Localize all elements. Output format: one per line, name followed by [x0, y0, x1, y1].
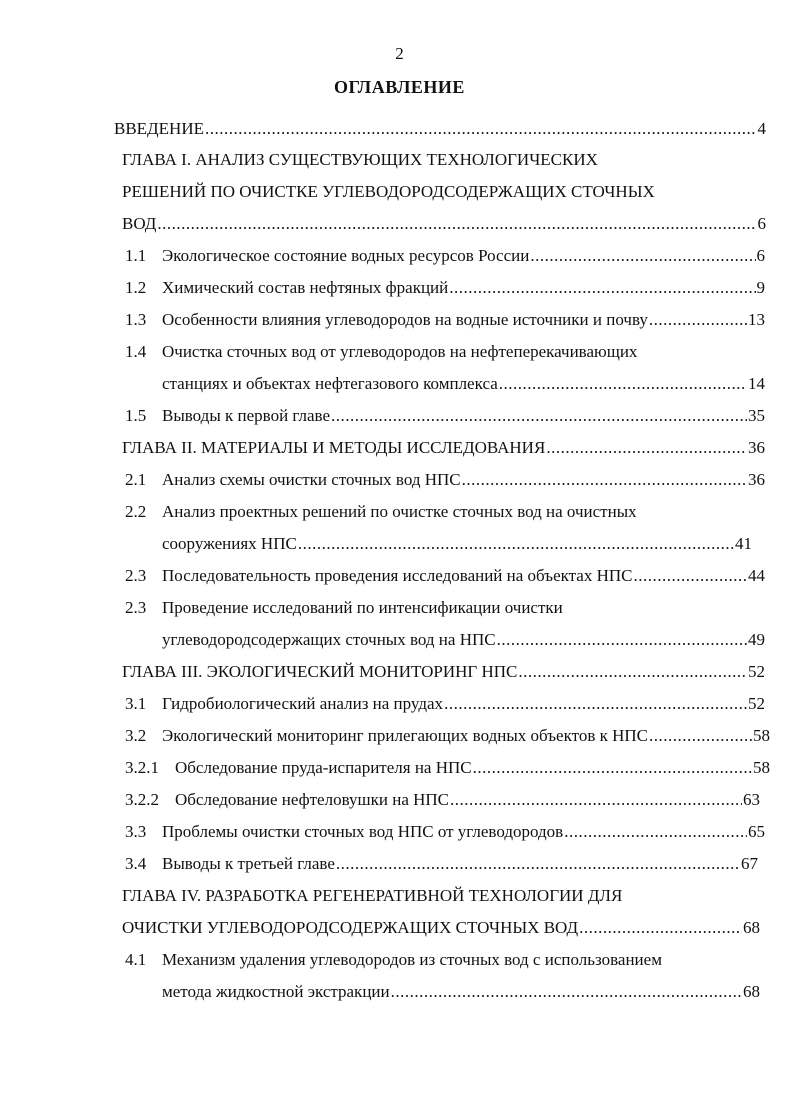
toc-entry-text: Обследование пруда-испарителя на НПС	[175, 758, 472, 777]
toc-section-2-2-cont[interactable]	[162, 533, 752, 555]
toc-page-number: 35	[748, 406, 765, 425]
toc-page-number: 6	[757, 214, 766, 233]
toc-page-number: 52	[748, 694, 765, 713]
toc-page-number: 41	[735, 534, 752, 553]
toc-section-4-1[interactable]	[125, 949, 770, 971]
toc-section-number: 3.2	[125, 726, 147, 745]
toc-entry-text: ОЧИСТКИ УГЛЕВОДОРОДСОДЕРЖАЩИХ СТОЧНЫХ ВОД	[122, 918, 579, 937]
toc-entry-text: Последовательность проведения исследований на объектах НПС	[162, 566, 633, 585]
dot-leader	[633, 565, 747, 587]
page-number: 2	[395, 44, 404, 63]
toc-page-number: 58	[753, 758, 770, 777]
toc-section-number: 1.2	[125, 278, 147, 297]
toc-entry-text: сооружениях НПС	[162, 534, 297, 553]
dot-leader	[157, 213, 756, 235]
toc-entry-text: ГЛАВА IV. РАЗРАБОТКА РЕГЕНЕРАТИВНОЙ ТЕХНОЛОГИИ ДЛЯ	[122, 886, 623, 905]
toc-section-1-2[interactable]	[125, 277, 765, 299]
toc-entry-text: Анализ схемы очистки сточных вод НПС	[162, 470, 461, 489]
dot-leader	[450, 789, 742, 811]
toc-chapter-4-heading-end[interactable]	[122, 917, 760, 939]
dot-leader	[579, 917, 742, 939]
document-title: ОГЛАВЛЕНИЕ	[334, 77, 465, 97]
dot-leader	[530, 245, 755, 267]
toc-page-number: 52	[748, 662, 765, 681]
toc-chapter-3-heading[interactable]	[122, 661, 765, 683]
dot-leader	[546, 437, 747, 459]
toc-page-number: 68	[743, 918, 760, 937]
toc-page-number: 9	[756, 278, 765, 297]
toc-section-4-1-cont[interactable]	[162, 981, 760, 1003]
dot-leader	[649, 309, 747, 331]
toc-section-2-2[interactable]	[125, 501, 765, 523]
toc-page-number: 36	[748, 438, 765, 457]
toc-section-1-3[interactable]	[125, 309, 765, 331]
toc-section-3-2-1[interactable]	[125, 757, 770, 779]
toc-section-2-3b-cont[interactable]	[162, 629, 765, 651]
toc-section-1-4-cont[interactable]	[162, 373, 765, 395]
toc-section-number: 2.3	[125, 598, 147, 617]
toc-section-number: 2.1	[125, 470, 147, 489]
toc-chapter-1-heading-cont[interactable]	[122, 181, 742, 203]
toc-chapter-2-heading[interactable]	[122, 437, 765, 459]
toc-chapter-4-heading[interactable]	[122, 885, 742, 907]
toc-section-number: 3.3	[125, 822, 147, 841]
toc-section-number: 3.1	[125, 694, 147, 713]
toc-section-3-2-2[interactable]	[125, 789, 760, 811]
dot-leader	[205, 118, 757, 140]
dot-leader	[444, 693, 747, 715]
dot-leader	[331, 405, 747, 427]
toc-entry-text: метода жидкостной экстракции	[162, 982, 390, 1001]
dot-leader	[449, 277, 755, 299]
toc-section-number: 2.3	[125, 566, 147, 585]
toc-page-number: 63	[743, 790, 760, 809]
toc-section-2-3[interactable]	[125, 565, 765, 587]
toc-section-2-1[interactable]	[125, 469, 765, 491]
dot-leader	[336, 853, 740, 875]
toc-page-number: 6	[756, 246, 765, 265]
toc-section-3-2[interactable]	[125, 725, 770, 747]
toc-entry-text: Проведение исследований по интенсификации очистки	[162, 598, 563, 617]
toc-page-number: 58	[753, 726, 770, 745]
toc-entry-text: Обследование нефтеловушки на НПС	[175, 790, 450, 809]
toc-section-3-1[interactable]	[125, 693, 765, 715]
toc-section-3-3[interactable]	[125, 821, 765, 843]
toc-section-1-1[interactable]	[125, 245, 765, 267]
toc-page-number: 36	[748, 470, 765, 489]
toc-entry-text: Выводы к третьей главе	[162, 854, 335, 873]
dot-leader	[391, 981, 742, 1003]
toc-section-number: 1.4	[125, 342, 147, 361]
toc-page-number: 13	[748, 310, 765, 329]
dot-leader	[462, 469, 747, 491]
dot-leader	[564, 821, 747, 843]
toc-section-number: 3.4	[125, 854, 147, 873]
toc-page-number: 65	[748, 822, 765, 841]
toc-page-number: 14	[748, 374, 765, 393]
toc-entry-text: Особенности влияния углеводородов на водные источники и почву	[162, 310, 648, 329]
toc-entry-text: Выводы к первой главе	[162, 406, 331, 425]
toc-entry-text: Гидробиологический анализ на прудах	[162, 694, 444, 713]
toc-section-number: 1.3	[125, 310, 147, 329]
toc-entry-introduction[interactable]	[114, 118, 766, 140]
toc-entry-text: Экологический мониторинг прилегающих водных объектов к НПС	[162, 726, 648, 745]
toc-section-3-4[interactable]	[125, 853, 758, 875]
toc-section-number: 2.2	[125, 502, 147, 521]
toc-section-2-3b[interactable]	[125, 597, 765, 619]
toc-section-number: 1.1	[125, 246, 147, 265]
toc-entry-text: Химический состав нефтяных фракций	[162, 278, 449, 297]
toc-entry-text: углеводородсодержащих сточных вод на НПС	[162, 630, 496, 649]
toc-page-number: 67	[741, 854, 758, 873]
toc-chapter-1-heading-end[interactable]	[122, 213, 766, 235]
toc-entry-text: ГЛАВА I. АНАЛИЗ СУЩЕСТВУЮЩИХ ТЕХНОЛОГИЧЕСКИХ	[122, 150, 598, 169]
toc-section-1-5[interactable]	[125, 405, 765, 427]
dot-leader	[518, 661, 747, 683]
toc-entry-text: РЕШЕНИЙ ПО ОЧИСТКЕ УГЛЕВОДОРОДСОДЕРЖАЩИХ СТОЧНЫХ	[122, 182, 655, 201]
dot-leader	[497, 629, 747, 651]
toc-entry-text: станциях и объектах нефтегазового комплекса	[162, 374, 498, 393]
toc-entry-text: Проблемы очистки сточных вод НПС от углеводородов	[162, 822, 564, 841]
toc-entry-text: Анализ проектных решений по очистке сточных вод на очистных	[162, 502, 637, 521]
toc-page-number: 4	[757, 119, 766, 138]
dot-leader	[298, 533, 734, 555]
toc-entry-text: Механизм удаления углеводородов из сточных вод с использованием	[162, 950, 662, 969]
toc-page-number: 68	[743, 982, 760, 1001]
toc-page-number: 49	[748, 630, 765, 649]
toc-chapter-1-heading[interactable]	[122, 149, 742, 171]
toc-entry-text: Экологическое состояние водных ресурсов России	[162, 246, 530, 265]
toc-entry-text: ВВЕДЕНИЕ	[114, 119, 204, 138]
toc-section-number: 3.2.1	[125, 758, 159, 777]
toc-entry-text: Очистка сточных вод от углеводородов на нефтеперекачивающих	[162, 342, 638, 361]
dot-leader	[499, 373, 747, 395]
toc-section-number: 4.1	[125, 950, 147, 969]
toc-page-number: 44	[748, 566, 765, 585]
dot-leader	[649, 725, 752, 747]
toc-entry-text: ГЛАВА III. ЭКОЛОГИЧЕСКИЙ МОНИТОРИНГ НПС	[122, 662, 518, 681]
toc-entry-text: ГЛАВА II. МАТЕРИАЛЫ И МЕТОДЫ ИССЛЕДОВАНИЯ	[122, 438, 546, 457]
toc-section-number: 3.2.2	[125, 790, 159, 809]
toc-entry-text: ВОД	[122, 214, 157, 233]
toc-section-number: 1.5	[125, 406, 147, 425]
dot-leader	[473, 757, 752, 779]
toc-section-1-4[interactable]	[125, 341, 765, 363]
